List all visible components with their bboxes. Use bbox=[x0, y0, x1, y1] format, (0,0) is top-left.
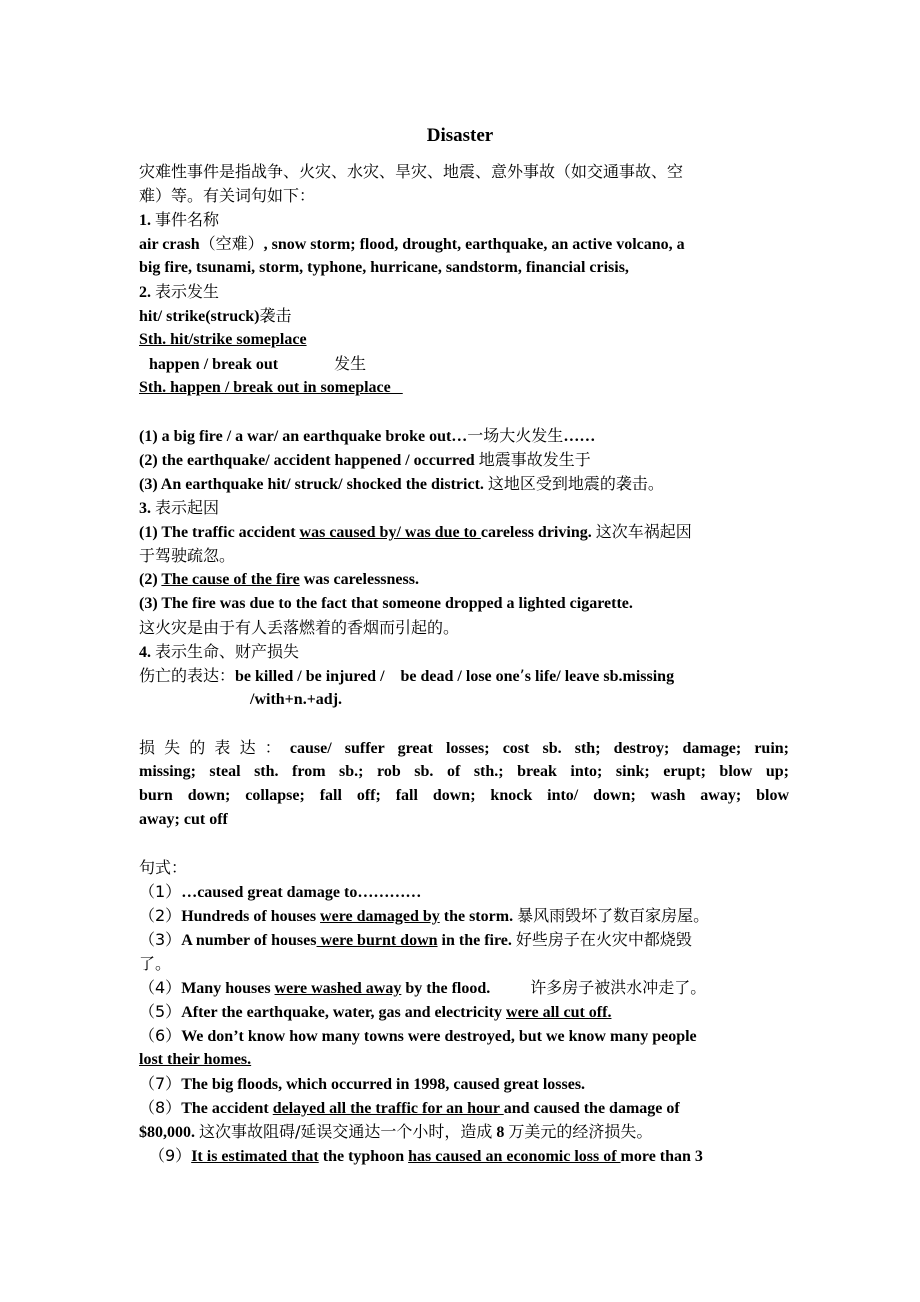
section-4-casualty-line-1: 伤亡的表达：be killed / be injured / be dead / lose one’s life/ leave sb.missing bbox=[139, 666, 675, 685]
section-2-example-3: (3) An earthquake hit/ struck/ shocked the district. 这地区受到地震的袭击。 bbox=[139, 474, 664, 493]
section-4-loss-line-3: burn down; collapse; fall off; fall down; knock into/ down; wash away; blow bbox=[139, 787, 789, 804]
section-3-example-3-cn: 这火灾是由于有人丢落燃着的香烟而引起的。 bbox=[139, 618, 460, 637]
section-4-loss-line-1: 损失的表达：cause/ suffer great losses; cost sb. sth; destroy; damage; ruin; bbox=[139, 738, 789, 757]
section-3-example-1: (1) The traffic accident was caused by/ was due to careless driving. 这次车祸起因 bbox=[139, 522, 692, 541]
intro-line-1: 灾难性事件是指战争、火灾、水灾、旱灾、地震、意外事故（如交通事故、空 bbox=[139, 162, 684, 181]
section-1-line-1: air crash（空难）, snow storm; flood, drought, earthquake, an active volcano, a bbox=[139, 234, 685, 253]
section-4-loss-line-2: missing; steal sth. from sb.; rob sb. of sth.; break into; sink; erupt; blow up; bbox=[139, 763, 789, 780]
pattern-7: （7）The big floods, which occurred in 1998, caused great losses. bbox=[139, 1074, 586, 1093]
section-2-happen: happen / break out 发生 bbox=[149, 354, 367, 373]
pattern-9: （9）It is estimated that the typhoon has caused an economic loss of more than 3 bbox=[149, 1146, 703, 1165]
section-3-example-2: (2) The cause of the fire was carelessness. bbox=[139, 571, 419, 588]
section-2-hit-pattern: Sth. hit/strike someplace bbox=[139, 331, 307, 348]
section-4-heading: 4. 表示生命、财产损失 bbox=[139, 642, 300, 661]
section-3-heading: 3. 表示起因 bbox=[139, 498, 220, 517]
pattern-4: （4）Many houses were washed away by the flood. 许多房子被洪水冲走了。 bbox=[139, 978, 707, 997]
pattern-1: （1）…caused great damage to………… bbox=[139, 882, 422, 901]
pattern-6-cont: lost their homes. bbox=[139, 1051, 252, 1068]
section-2-happen-pattern: Sth. happen / break out in someplace bbox=[139, 379, 403, 396]
section-1-line-2: big fire, tsunami, storm, typhone, hurricane, sandstorm, financial crisis, bbox=[139, 259, 629, 276]
pattern-5: （5）After the earthquake, water, gas and electricity were all cut off. bbox=[139, 1002, 612, 1021]
pattern-3: （3）A number of houses were burnt down in the fire. 好些房子在火灾中都烧毁 bbox=[139, 930, 692, 949]
section-1-heading: 1. 事件名称 bbox=[139, 210, 220, 229]
pattern-8-cont: $80,000. 这次事故阻碍/延误交通达一个小时，造成 8 万美元的经济损失。 bbox=[139, 1122, 653, 1141]
section-2-heading: 2. 表示发生 bbox=[139, 282, 220, 301]
pattern-6: （6）We don’t know how many towns were destroyed, but we know many people bbox=[139, 1026, 697, 1045]
document-title: Disaster bbox=[426, 125, 494, 146]
pattern-8: （8）The accident delayed all the traffic for an hour and caused the damage of bbox=[139, 1098, 680, 1117]
patterns-label: 句式： bbox=[139, 858, 188, 877]
section-2-example-2: (2) the earthquake/ accident happened / occurred 地震事故发生于 bbox=[139, 450, 591, 469]
intro-line-2: 难）等。有关词句如下： bbox=[139, 186, 316, 205]
section-2-example-1: (1) a big fire / a war/ an earthquake broke out…一场大火发生…… bbox=[139, 426, 596, 445]
section-3-example-3: (3) The fire was due to the fact that someone dropped a lighted cigarette. bbox=[139, 595, 633, 612]
section-4-loss-line-4: away; cut off bbox=[139, 811, 228, 828]
pattern-2: （2）Hundreds of houses were damaged by the storm. 暴风雨毁坏了数百家房屋。 bbox=[139, 906, 710, 925]
section-4-casualty-line-2: /with+n.+adj. bbox=[250, 691, 343, 708]
pattern-3-cont: 了。 bbox=[139, 954, 172, 973]
section-3-example-1-cont: 于驾驶疏忽。 bbox=[139, 546, 236, 565]
section-2-hit: hit/ strike(struck)袭击 bbox=[139, 306, 292, 325]
